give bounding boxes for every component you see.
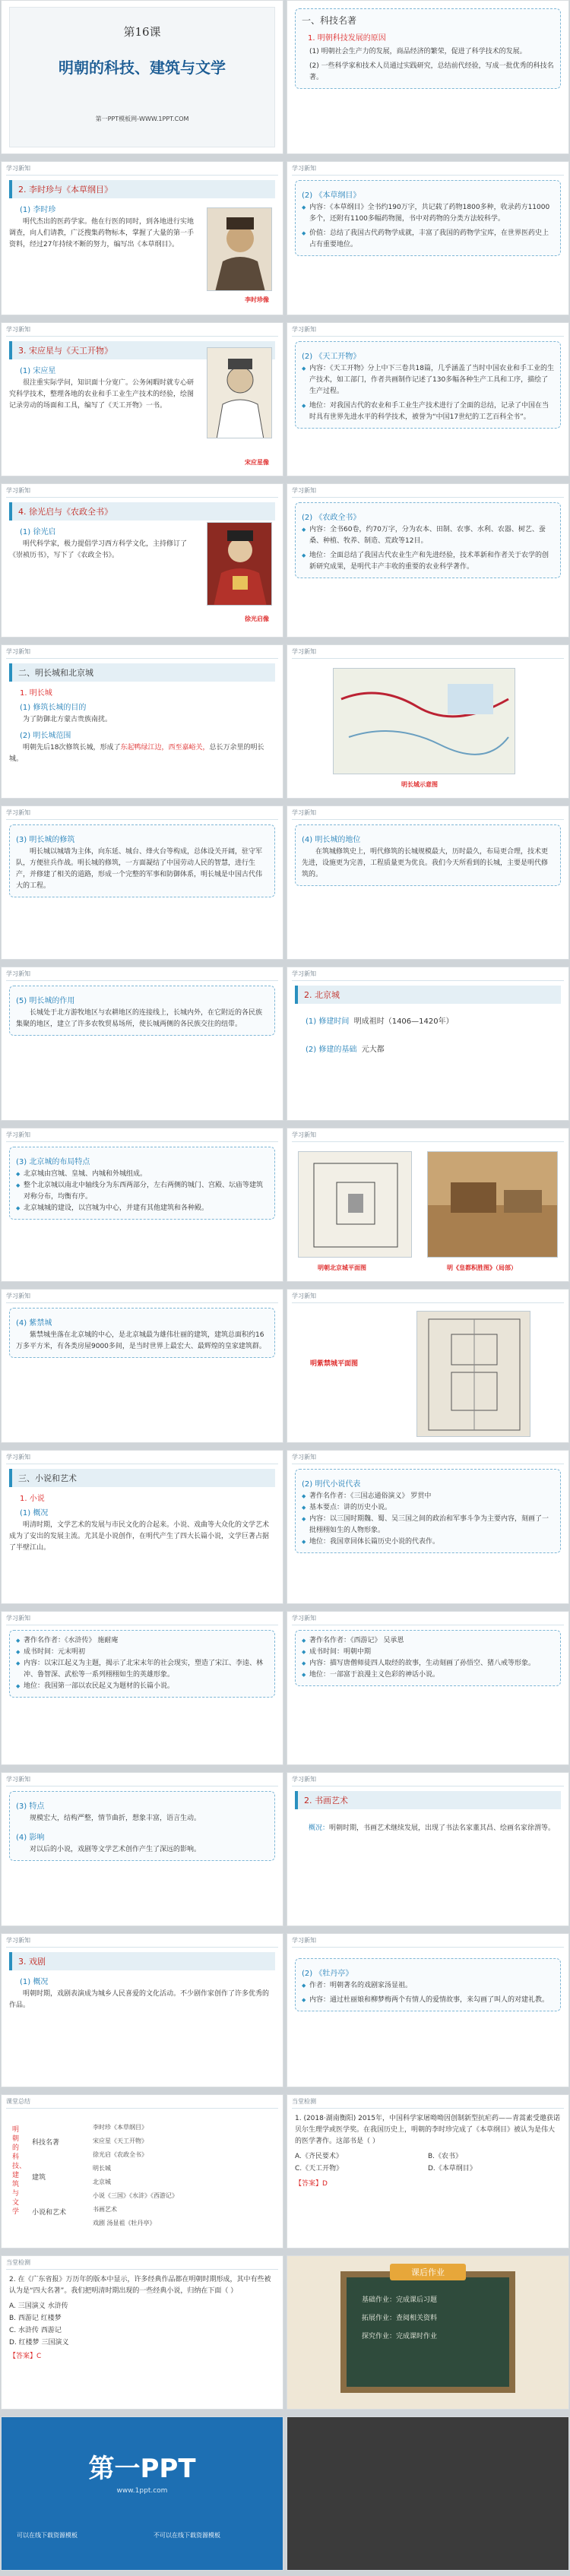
footer-note-right: 不可以在线下载资源模板 <box>154 2532 220 2539</box>
list-item: ◆ 地位：我国第一部以农民起义为题材的长篇小说。 <box>16 1681 268 1692</box>
image-caption: 明长城示意图 <box>401 781 438 788</box>
slide-26 <box>287 1933 569 2087</box>
header-tag: 学习新知 <box>6 1776 30 1783</box>
list-item: ◆ 内容：以三国时期魏、蜀、吴三国之间的政治和军事斗争为主要内容，刻画了一批栩栩如生的人物形象。 <box>302 1514 554 1536</box>
image-caption: 明《皇都积胜图》（局部） <box>447 1264 517 1271</box>
sub-heading: (1) 概况 <box>20 1978 49 1986</box>
slide-25 <box>1 1933 283 2087</box>
option-a: A.《齐民要术》 <box>295 2153 343 2160</box>
section-heading: 一、科技名著 <box>302 15 357 26</box>
summary-leaf: 徐光启《农政全书》 <box>93 2151 147 2158</box>
sub-heading: (4) 影响 <box>16 1834 45 1842</box>
list-item: ◆ 内容：通过杜丽娘和柳梦梅两个有情人的爱情故事，来勾画了叫人的对建礼教。 <box>302 1995 554 2006</box>
list-item: ◆ 著作名作者：《水浒传》 施耐庵 <box>16 1635 268 1647</box>
sub-heading: 1. 明长城 <box>20 689 52 698</box>
answer-text: 【答案】D <box>295 2180 328 2188</box>
portrait-image <box>207 207 272 291</box>
answer-text: 【答案】C <box>9 2353 42 2360</box>
section-title: 3. 宋应星与《天工开物》 <box>9 341 275 359</box>
header-tag: 学习新知 <box>6 165 30 172</box>
summary-leaf: 北京城 <box>93 2179 111 2185</box>
list-item: ◆ 内容：《本草纲目》全书约190万字，共记载了药物1800多种，收录药方11000多个，还附有1100多幅药物图，书中对药物的分类方法较科学。 <box>302 202 554 225</box>
summary-leaf: 宋应星《天工开物》 <box>93 2138 147 2144</box>
sub-heading: (1) 修建时间 <box>306 1017 350 1026</box>
slide-2 <box>287 0 569 154</box>
slide-31 <box>1 2416 283 2571</box>
slide-6 <box>287 322 569 476</box>
header-tag: 学习新知 <box>292 1454 316 1460</box>
option-c: C.《天工开物》 <box>295 2165 344 2173</box>
header-tag: 学习新知 <box>292 1131 316 1138</box>
header-tag: 学习新知 <box>6 1454 30 1460</box>
sub-heading: 1. 明朝科技发展的原因 <box>308 34 386 43</box>
body-text: 明长城以城墙为主体，向东延、城台、烽火台等构成，总体设关开阔，驻守军队，方便驻兵作战。明长城的修筑，一方面凝结了中国劳动人民的智慧，进行生产，并修建了相关的道路，形成一个完整的军事和防御体系，明长城是中国古代伟大的工程。 <box>16 848 263 890</box>
section-title: 2. 李时珍与《本草纲目》 <box>9 180 275 198</box>
list-item: ◆ 内容：以宋江起义为主题，揭示了北宋末年的社会现实，塑造了宋江、李逵、林冲、鲁智深、武松等一系列栩栩如生的英雄形象。 <box>16 1658 268 1681</box>
sub-heading: (3) 明长城的修筑 <box>16 836 75 844</box>
slide-15 <box>1 1128 283 1282</box>
list-item: ◆ 北京城城的建设，以宫城为中心，并建有其他建筑和各种殿。 <box>16 1203 268 1214</box>
list-item: ◆ 著作名作者：《西游记》 吴承恩 <box>302 1635 554 1647</box>
portrait-image <box>207 347 272 438</box>
summary-center: 明朝的科技、建筑与文学 <box>12 2126 27 2216</box>
list-item: ◆ 内容：《天工开物》分上中下三卷共18篇，几乎涵盖了当时中国农业和手工业的生产技术，如工部门，作者共画制作记述了130多幅各种生产工具和工序，描绘了生产过程。 <box>302 363 554 397</box>
section-title: 二、明长城和北京城 <box>9 663 275 682</box>
summary-branch: 小说和艺术 <box>32 2209 67 2217</box>
highlight-text: 东起鸭绿江边，西至嘉峪关， <box>120 744 210 752</box>
header-tag: 学习新知 <box>292 648 316 655</box>
list-item: ◆ 著作名作者：《三国志通俗演义》 罗贯中 <box>302 1491 554 1502</box>
list-item: ◆ 基本要点：讲的历史小说。 <box>302 1502 554 1514</box>
slide-32-blank <box>287 2416 569 2571</box>
slide-3 <box>1 161 283 315</box>
summary-leaf: 明长城 <box>93 2165 111 2172</box>
summary-leaf: 书画艺术 <box>93 2206 117 2213</box>
list-item: ◆ 地位：一部富于浪漫主义色彩的神话小说。 <box>302 1669 554 1681</box>
list-item: ◆ 内容：描写唐僧师徒四人取经的故事，生动刻画了孙悟空、猪八戒等形象。 <box>302 1658 554 1669</box>
header-tag: 学习新知 <box>292 1776 316 1783</box>
slide-20 <box>287 1450 569 1604</box>
header-tag: 学习新知 <box>292 1615 316 1622</box>
header-tag: 学习新知 <box>6 1131 30 1138</box>
image-caption: 明紫禁城平面图 <box>310 1360 359 1368</box>
body-text: 明清时期，文学艺术的发展与市民文化的合起来。小说、戏曲等大众化的文学艺术成为了安出的发展主流。尤其是小说创作，在明代产生了四大长篇小说，文学巨著占据了半壁江山。 <box>9 1521 270 1552</box>
section-title: 4. 徐光启与《农政全书》 <box>9 502 275 521</box>
slide-24 <box>287 1772 569 1926</box>
list-item: ◆ 内容：全书60卷，约70万字，分为农本、田制、农事、水利、农器、树艺、蚕桑、种植、牧养、制造、荒政等12目。 <box>302 524 554 547</box>
section-title: 3. 戏剧 <box>9 1952 275 1970</box>
slide-13 <box>1 967 283 1121</box>
homework-row: 探究作业：完成课时作业 <box>362 2333 438 2340</box>
sub-heading: (4) 紫禁城 <box>16 1319 52 1328</box>
summary-branch: 科技名著 <box>32 2139 60 2147</box>
brand-url: www.1ppt.com <box>116 2487 168 2495</box>
header-tag: 学习新知 <box>6 487 30 494</box>
portrait-image <box>207 522 272 606</box>
slide-30 <box>287 2255 569 2410</box>
slide-16 <box>287 1128 569 1282</box>
homework-row: 基础作业：完成课后习题 <box>362 2296 438 2304</box>
slide-11 <box>1 805 283 960</box>
question-text: 1. (2018·湖南衡阳) 2015年，中国科学家屠呦呦因创制新型抗疟药——青蒿素受邀获诺贝尔生理学或医学奖。在我国历史上，明朝的李时珍完成了《本草纲目》被认为是伟大的医学著作。这部书是（ ） <box>295 2115 561 2145</box>
list-item: ◆ 作者：明朝著名的戏剧家汤显祖。 <box>302 1980 554 1992</box>
body-text: 明代科学家，极力提倡学习西方科学文化，主持修订了《崇祯历书》，写下了《农政全书》。 <box>9 540 188 559</box>
footer-note-left: 可以在线下载资源模板 <box>17 2532 78 2539</box>
body-text: 很注重实际学问，知识面十分宽广。公务闲暇时就专心研究科学技术，整理各地的农业和手工业生产技术的经验，绘图记录劳动的场面和工具，编写了《天工开物》一书。 <box>9 379 195 410</box>
slide-29 <box>1 2255 283 2410</box>
header-tag: 课堂总结 <box>6 2098 30 2105</box>
list-item: ◆ 价值：总结了我国古代药物学成就，丰富了我国的药物学宝库，在世界医药史上占有重要地位。 <box>302 228 554 251</box>
slide-22 <box>287 1611 569 1765</box>
header-tag: 学习新知 <box>292 970 316 977</box>
option-b: B. 西游记 红楼梦 <box>9 2315 62 2322</box>
slide-18 <box>287 1289 569 1443</box>
slide-21 <box>1 1611 283 1765</box>
header-tag: 当堂检测 <box>292 2098 316 2105</box>
sub-heading: (3) 北京城的布局特点 <box>16 1158 90 1166</box>
summary-leaf: 戏剧 汤显祖《牡丹亭》 <box>93 2220 156 2226</box>
sub-heading: (2) 《天工开物》 <box>302 353 361 361</box>
list-item: ◆ 北京城由宫城、皇城、内城和外城组成。 <box>16 1169 268 1180</box>
list-item: ◆ 地位：对我国古代的农业和手工业生产技术进行了全面的总结，记录了中国在当时具有世界先进水平的科学技术，被誉为“中国17世纪的工艺百科全书”。 <box>302 400 554 423</box>
body-text: 对以后的小说，戏剧等文学艺术创作产生了深远的影响。 <box>30 1846 201 1853</box>
slide-28 <box>287 2094 569 2248</box>
header-tag: 学习新知 <box>292 165 316 172</box>
cover-site: 第一PPT模板网-WWW.1PPT.COM <box>95 116 189 122</box>
body-text: 规模宏大，结构严整，情节曲折，想象丰富，语言生动。 <box>30 1815 201 1822</box>
option-c: C. 水浒传 西游记 <box>9 2327 62 2334</box>
section-title: 三、小说和艺术 <box>9 1469 275 1487</box>
text-item: (1) 明朝社会生产力的发展，商品经济的繁荣，促进了科学技术的发展。 <box>309 48 527 55</box>
summary-leaf: 李时珍《本草纲目》 <box>93 2124 147 2131</box>
option-d: D.《本草纲目》 <box>428 2165 477 2173</box>
slide-17 <box>1 1289 283 1443</box>
header-tag: 学习新知 <box>292 326 316 333</box>
slide-27 <box>1 2094 283 2248</box>
sub-heading: (1) 徐光启 <box>20 528 56 536</box>
section-title: 2. 书画艺术 <box>295 1791 561 1809</box>
question-text: 2. 在《广东省报》万历年的版本中显示，许多经典作品都在明朝时期形成，其中有些被认为是“四大名著”。我们把明清时期出现的一些经典小说，归纳在下面（ ） <box>9 2276 271 2295</box>
slide-23 <box>1 1772 283 1926</box>
sub-heading: 1. 小说 <box>20 1495 45 1503</box>
value-text: 明成祖时（1406—1420年） <box>353 1017 454 1026</box>
sub-heading: (3) 特点 <box>16 1802 45 1811</box>
header-tag: 学习新知 <box>292 1293 316 1299</box>
cover-title: 明朝的科技、建筑与文学 <box>59 59 226 77</box>
header-tag: 学习新知 <box>292 809 316 816</box>
header-tag: 学习新知 <box>6 809 30 816</box>
sub-heading: (2) 明长城范围 <box>20 732 71 740</box>
sub-heading: (1) 李时珍 <box>20 206 56 214</box>
homework-title: 课后作业 <box>390 2264 466 2280</box>
header-tag: 学习新知 <box>6 1937 30 1944</box>
sub-heading: (1) 概况 <box>20 1509 49 1517</box>
sub-heading: (2) 《牡丹亭》 <box>302 1970 353 1978</box>
body-text: 明朝先后18次修筑长城，形成了 <box>23 744 121 752</box>
sub-heading: (1) 修筑长城的目的 <box>20 704 87 712</box>
header-tag: 当堂检测 <box>6 2259 30 2266</box>
list-item: ◆ 地位：全面总结了我国古代农业生产和先进经验，技术革新和作者关于农学的创新研究成果，是明代丰产丰收的重要的农业科学著作。 <box>302 550 554 573</box>
body-text: 明朝时期，书画艺术继续发展，出现了书法名家董其昌、绘画名家徐渭等。 <box>329 1824 556 1832</box>
list-item: ◆ 整个北京城以南北中轴线分为东西两部分，左右两侧的城门、宫殿、坛庙等建筑对称分布，均衡有序。 <box>16 1180 268 1203</box>
forbidden-city-plan <box>416 1311 530 1437</box>
great-wall-map <box>333 668 515 774</box>
option-d: D. 红楼梦 三国演义 <box>9 2339 69 2347</box>
header-tag: 学习新知 <box>6 648 30 655</box>
summary-branch: 建筑 <box>32 2174 46 2182</box>
option-a: A. 三国演义 水浒传 <box>9 2302 68 2310</box>
sub-heading: (5) 明长城的作用 <box>16 997 75 1005</box>
header-tag: 学习新知 <box>6 970 30 977</box>
brand-logo: 第一PPT <box>88 2454 196 2484</box>
list-item: ◆ 地位：我国章回体长篇历史小说的代表作。 <box>302 1536 554 1548</box>
body-text: 明朝时期，戏剧表演成为城乡人民喜爱的文化活动。不少剧作家创作了许多优秀的作品。 <box>9 1990 270 2009</box>
slide-14 <box>287 967 569 1121</box>
sub-heading: (1) 宋应星 <box>20 367 56 375</box>
text-item: (2) 一些科学家和技术人员通过实践研究，总结前代经验，写成一批优秀的科技名著。 <box>309 62 554 81</box>
lesson-number: 第16课 <box>123 25 161 39</box>
list-item: ◆ 成书时间：元末明初 <box>16 1647 268 1658</box>
header-tag: 学习新知 <box>6 1615 30 1622</box>
image-caption: 李时珍像 <box>245 296 269 303</box>
slide-4 <box>287 161 569 315</box>
list-item: ◆ 成书时间：明朝中期 <box>302 1647 554 1658</box>
sub-heading: (2) 《本草纲目》 <box>302 191 361 200</box>
slide-19 <box>1 1450 283 1604</box>
slide-cover <box>1 0 283 154</box>
painting-image <box>427 1151 558 1258</box>
beijing-plan-image <box>298 1151 412 1258</box>
slide-5 <box>1 322 283 476</box>
body-text: 总长万余里的明长城。 <box>9 744 264 763</box>
slide-9 <box>1 644 283 799</box>
option-b: B.《农书》 <box>428 2153 463 2160</box>
sub-heading: (2) 《农政全书》 <box>302 514 361 522</box>
slide-8 <box>287 483 569 638</box>
header-tag: 学习新知 <box>6 326 30 333</box>
slide-12 <box>287 805 569 960</box>
body-text: 在筑城修筑史上，明代修筑的长城规模最大，历时最久，布局更合理，技术更先进，设施更为完善，工程质量更为优良。我们今天所看到的长城，主要是明代修筑的。 <box>302 848 549 878</box>
body-text: 明代杰出的医药学家。他在行医的同时，到各地进行实地调查，向人们请教，广泛搜集药物标本，掌握了大量的第一手资料，经过27年持续不断的努力，编写出《本草纲目》。 <box>9 218 195 248</box>
section-title: 2. 北京城 <box>295 986 561 1004</box>
sub-heading: (2) 明代小说代表 <box>302 1480 361 1489</box>
body-text: 长城处于北方游牧地区与农耕地区的连接线上，长城内外，在它附近的各民族集聚的地区，建立了许多农牧贸易场所，使长城两侧的各民族交往的纽带。 <box>16 1009 263 1028</box>
image-caption: 宋应星像 <box>245 459 269 466</box>
homework-row: 拓展作业：查阅相关资料 <box>362 2315 438 2322</box>
image-caption: 明朝北京城平面图 <box>318 1264 366 1271</box>
slide-7 <box>1 483 283 638</box>
summary-leaf: 小说《三国》《水浒》《西游记》 <box>93 2192 178 2199</box>
header-tag: 学习新知 <box>6 1293 30 1299</box>
body-text: 紫禁城坐落在北京城的中心，是北京城最为雄伟壮丽的建筑，建筑总面积约16万多平方米，有各类房屋9000多间，是当时世界上最宏大、最辉煌的皇家建筑群。 <box>16 1331 266 1350</box>
value-text: 元大都 <box>361 1046 385 1054</box>
body-text: 为了防御北方蒙古贵族南扰。 <box>23 716 112 723</box>
chalkboard <box>340 2267 515 2393</box>
image-caption: 徐光启像 <box>245 616 269 622</box>
header-tag: 学习新知 <box>292 1937 316 1944</box>
sub-heading: (4) 明长城的地位 <box>302 836 361 844</box>
header-tag: 学习新知 <box>292 487 316 494</box>
slide-10 <box>287 644 569 799</box>
sub-heading: (2) 修建的基础 <box>306 1046 357 1054</box>
sub-heading: 概况： <box>309 1824 330 1832</box>
